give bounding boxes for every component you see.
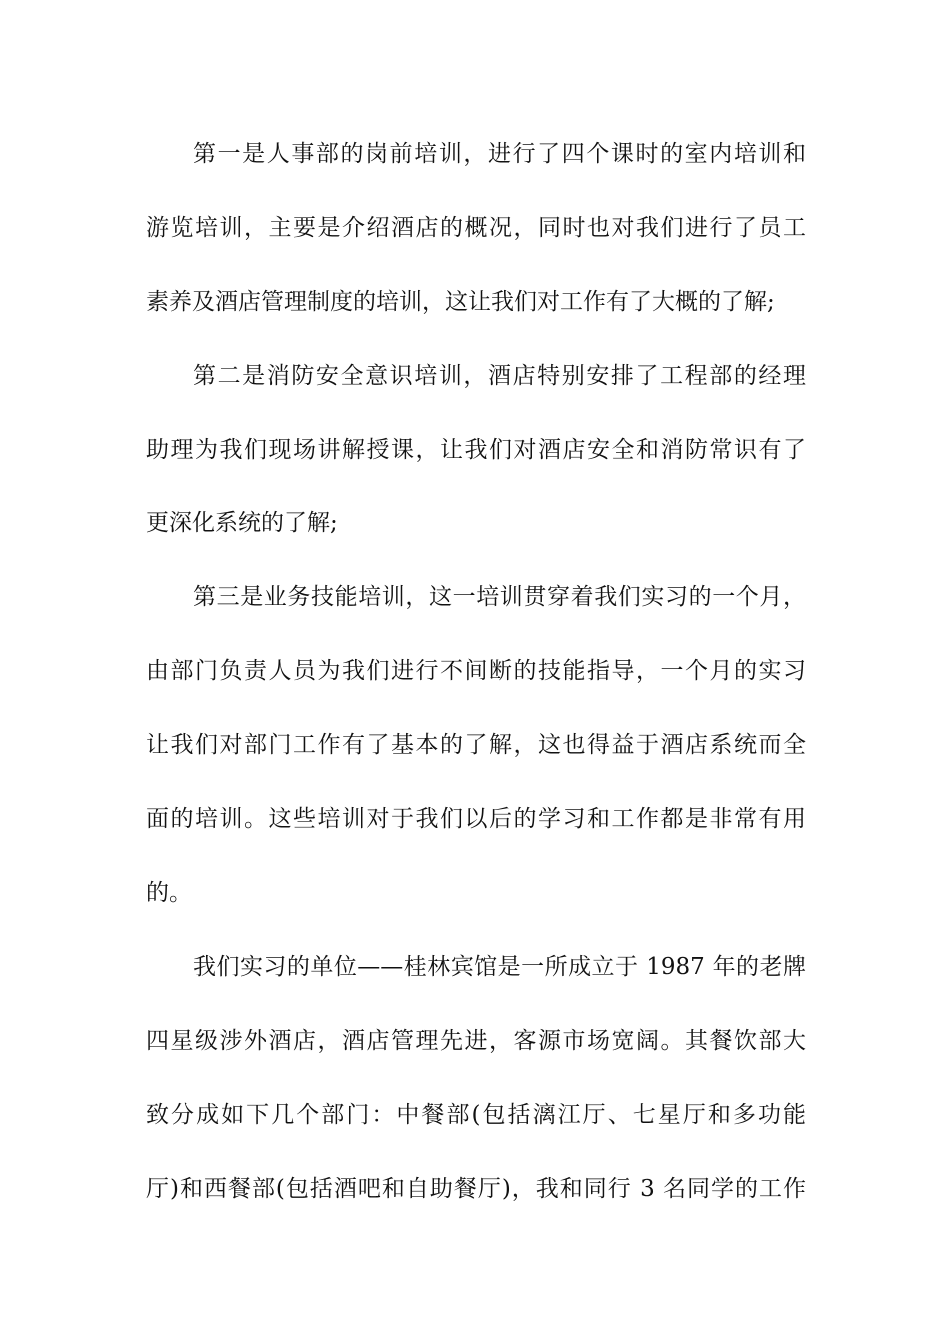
paragraph-4-line-3: 致分成如下几个部门：中餐部(包括漓江厅、七星厅和多功能 [146, 1102, 806, 1128]
paragraph-1-line-1: 第一是人事部的岗前培训，进行了四个课时的室内培训和 [193, 141, 806, 167]
paragraph-1-line-2: 游览培训，主要是介绍酒店的概况，同时也对我们进行了员工 [146, 215, 806, 241]
paragraph-2-line-1: 第二是消防安全意识培训，酒店特别安排了工程部的经理 [193, 363, 806, 389]
paragraph-3-line-3: 让我们对部门工作有了基本的了解，这也得益于酒店系统而全 [146, 732, 806, 758]
paragraph-4-line-1: 我们实习的单位——桂林宾馆是一所成立于 1987 年的老牌 [193, 954, 806, 980]
paragraph-3-line-5: 的。 [146, 880, 192, 906]
paragraph-3-line-4: 面的培训。这些培训对于我们以后的学习和工作都是非常有用 [146, 806, 806, 832]
paragraph-3-line-2: 由部门负责人员为我们进行不间断的技能指导，一个月的实习 [146, 658, 806, 684]
paragraph-2-line-3: 更深化系统的了解; [146, 510, 338, 536]
paragraph-4-line-2: 四星级涉外酒店，酒店管理先进，客源市场宽阔。其餐饮部大 [146, 1028, 806, 1054]
paragraph-2-line-2: 助理为我们现场讲解授课，让我们对酒店安全和消防常识有了 [146, 437, 806, 463]
paragraph-4-line-4: 厅)和西餐部(包括酒吧和自助餐厅)，我和同行 3 名同学的工作 [146, 1176, 806, 1202]
paragraph-3-line-1: 第三是业务技能培训，这一培训贯穿着我们实习的一个月， [193, 584, 806, 610]
paragraph-1-line-3: 素养及酒店管理制度的培训，这让我们对工作有了大概的了解; [146, 289, 775, 315]
